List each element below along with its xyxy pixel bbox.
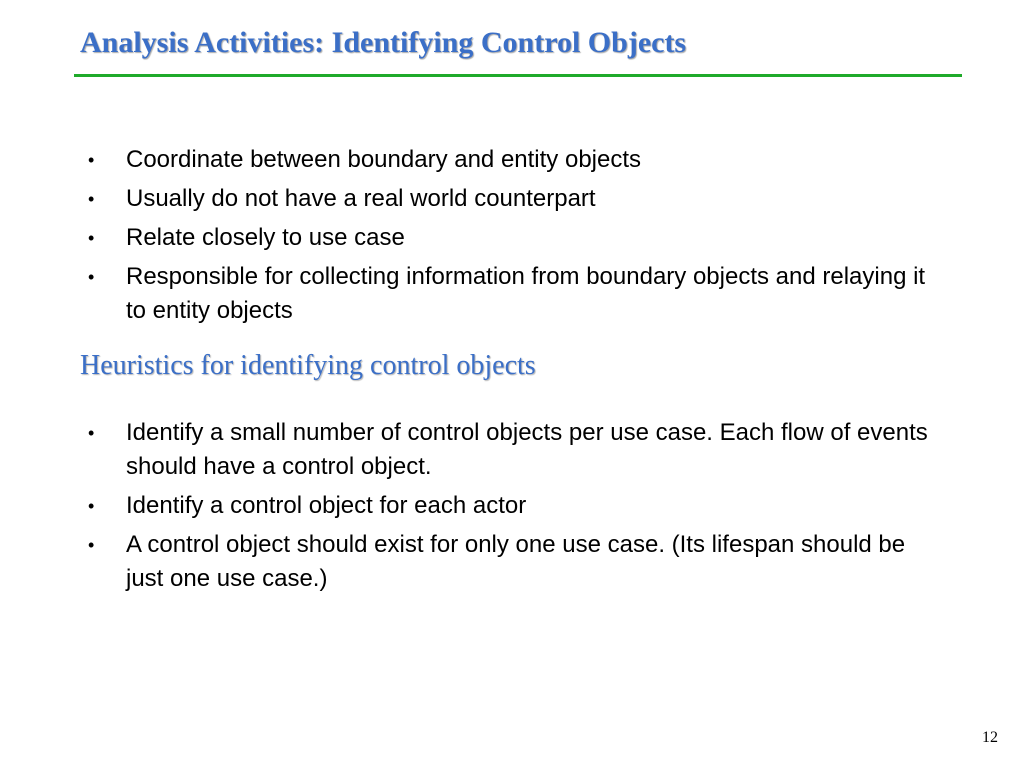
- bullet-icon: •: [88, 267, 95, 287]
- bullet-icon: •: [88, 150, 95, 170]
- slide-title: Analysis Activities: Identifying Control Objects: [80, 26, 687, 59]
- section-subheading: Heuristics for identifying control objects: [80, 350, 536, 381]
- bullet-text: Usually do not have a real world counterpart: [126, 185, 596, 212]
- bullet-icon: •: [88, 535, 95, 555]
- bullet-text: A control object should exist for only one use case. (Its lifespan should be just one use case.): [126, 531, 906, 592]
- bullet-item: [88, 260, 948, 328]
- bullet-icon: •: [88, 423, 95, 443]
- bullet-item: [88, 182, 948, 216]
- bullet-item: [88, 143, 948, 177]
- bullet-item: [88, 416, 948, 484]
- bullet-item: [88, 489, 948, 523]
- bullet-item: [88, 221, 948, 255]
- bullet-list-heuristics: [88, 416, 948, 601]
- bullet-icon: •: [88, 496, 95, 516]
- bullet-list-characteristics: [88, 143, 948, 333]
- bullet-text: Coordinate between boundary and entity objects: [126, 146, 642, 173]
- bullet-text: Identify a small number of control objects per use case. Each flow of events should have a control object.: [126, 419, 928, 480]
- bullet-text: Identify a control object for each actor: [126, 492, 527, 519]
- bullet-item: [88, 528, 948, 596]
- page-number: 12: [982, 729, 998, 746]
- bullet-icon: •: [88, 228, 95, 248]
- bullet-icon: •: [88, 189, 95, 209]
- title-divider: [74, 74, 962, 77]
- bullet-text: Responsible for collecting information from boundary objects and relaying it to entity objects: [126, 263, 926, 324]
- bullet-text: Relate closely to use case: [126, 224, 405, 251]
